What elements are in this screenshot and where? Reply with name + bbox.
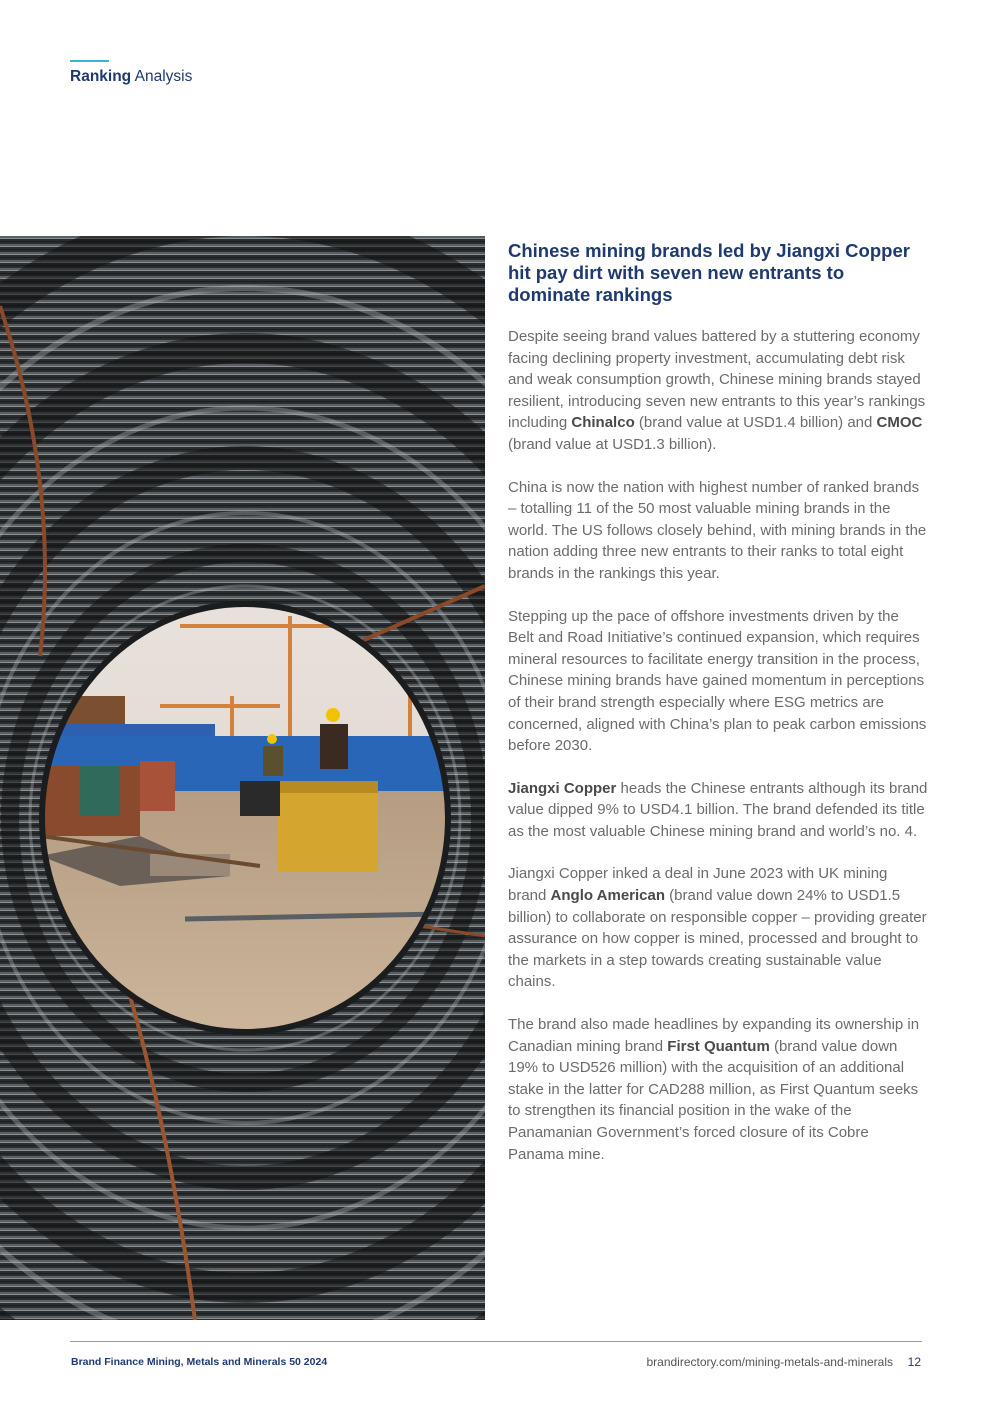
paragraph-1 — [508, 326, 928, 456]
footer-url-link[interactable]: brandirectory.com/mining-metals-and-minerals — [646, 1355, 893, 1369]
paragraph-5-text-b: (brand value down 24% to USD1.5 billion) to collaborate on responsible copper – providing greater assurance on how copper is mined, processed and brought to the markets in a step towards creating sustainable value chains. — [508, 887, 927, 991]
paragraph-1-text-c: (brand value at USD1.3 billion). — [508, 435, 717, 453]
brand-chinalco: Chinalco — [571, 414, 635, 432]
section-accent-rule — [70, 60, 109, 62]
brand-jiangxi-copper: Jiangxi Copper — [508, 779, 617, 797]
brand-first-quantum: First Quantum — [667, 1037, 770, 1055]
section-label-bold: Ranking — [70, 68, 132, 85]
brand-cmoc: CMOC — [876, 414, 923, 432]
footer-publication: Brand Finance Mining, Metals and Minerals 50 2024 — [71, 1356, 328, 1368]
paragraph-1-text-b: (brand value at USD1.4 billion) and — [634, 414, 877, 432]
paragraph-6-text-b: (brand value down 19% to USD526 million) with the acquisition of an additional stake in the latter for CAD288 million, as First Quantum seeks to strengthen its financial position in the wake of the Panamanian Government’s forced closure of its Cobre Panama mine. — [508, 1037, 919, 1163]
paragraph-6-text-a: The brand also made headlines by expanding its ownership in Canadian mining brand — [508, 1016, 920, 1055]
paragraph-5 — [508, 863, 928, 993]
brand-anglo-american: Anglo American — [550, 887, 666, 905]
section-label — [70, 68, 192, 86]
footer-divider — [70, 1341, 922, 1342]
paragraph-4 — [508, 778, 928, 843]
paragraph-3: Stepping up the pace of offshore investments driven by the Belt and Road Initiative’s continued expansion, which requires mineral resources to facilitate energy transition in the process, Chinese mining brands have gained momentum in perceptions of their brand strength especially where ESG metrics are concerned, aligned with China’s plan to peak carbon emissions before 2030. — [508, 607, 927, 755]
section-label-rest: Analysis — [134, 68, 193, 85]
feature-photo — [0, 236, 485, 1320]
page-number: 12 — [907, 1355, 921, 1369]
paragraph-5-text-a: Jiangxi Copper inked a deal in June 2023 with UK mining brand — [508, 865, 888, 905]
paragraph-6 — [508, 1014, 928, 1165]
article — [508, 240, 928, 1186]
paragraph-1-text-a: Despite seeing brand values battered by a stuttering economy facing declining property investment, accumulating debt risk and weak consumption growth, Chinese mining brands stayed resilient, introducing seven new entrants to this year’s rankings including — [508, 328, 926, 432]
article-headline: Chinese mining brands led by Jiangxi Copper hit pay dirt with seven new entrants to dominate rankings — [508, 240, 910, 305]
paragraph-4-text: heads the Chinese entrants although its brand value dipped 9% to USD4.1 billion. The brand defended its title as the most valuable Chinese mining brand and world’s no. 4. — [508, 779, 928, 840]
paragraph-2: China is now the nation with highest number of ranked brands – totalling 11 of the 50 most valuable mining brands in the world. The US follows closely behind, with mining brands in the nation adding three new entrants to their ranks to total eight brands in the rankings this year. — [508, 478, 927, 582]
